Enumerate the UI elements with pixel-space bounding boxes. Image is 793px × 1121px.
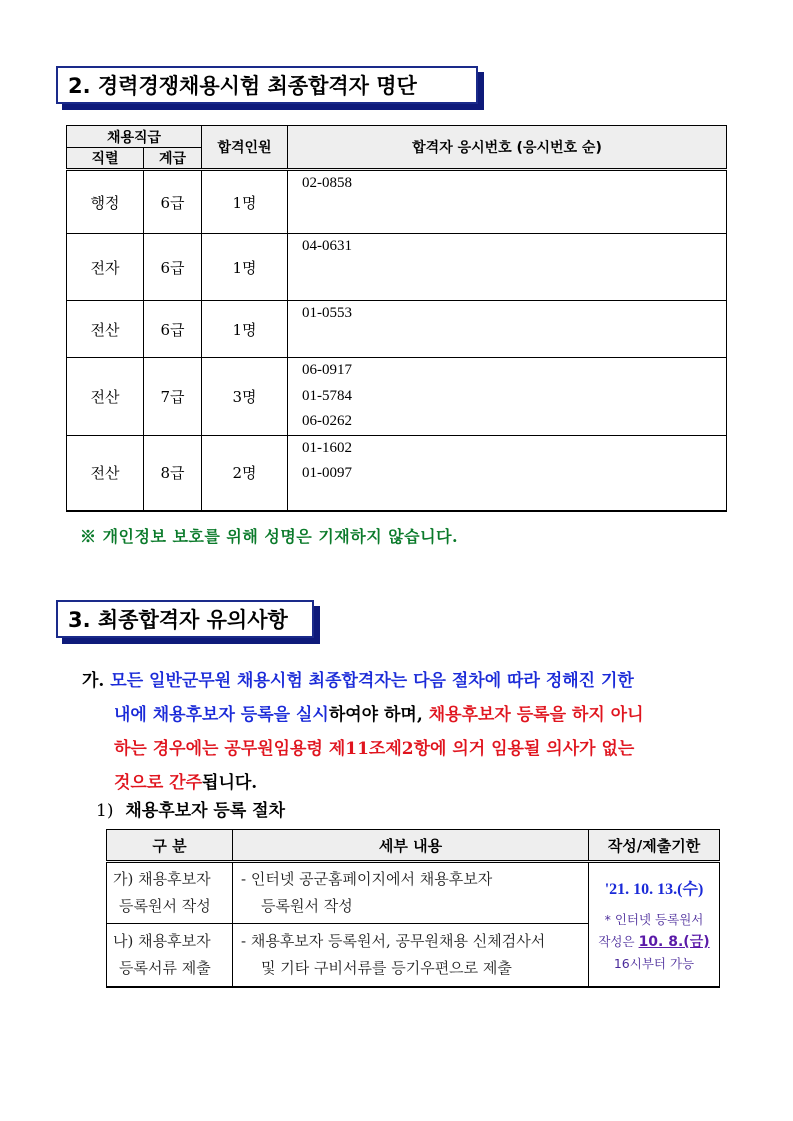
row-numbers: [288, 435, 727, 511]
section-3-title-text: 3. 최종합격자 유의사항: [68, 608, 288, 632]
table-row: [67, 234, 727, 301]
category-line: 나) 채용후보자: [113, 931, 211, 950]
row-count: 1명: [202, 170, 288, 234]
applicant-number: 01-0553: [302, 305, 352, 321]
paragraph-text-red-1: 채용후보자 등록을 하지 아니: [428, 705, 644, 725]
registration-procedure-table: [106, 829, 720, 988]
row-numbers: [288, 301, 727, 358]
header-series: 직렬: [67, 148, 144, 170]
row-count: 3명: [202, 358, 288, 436]
deadline-note-3: 16시부터 가능: [613, 955, 695, 971]
table-row: [67, 170, 727, 234]
header-category: 구 분: [107, 830, 233, 862]
row-series: 전산: [67, 435, 144, 511]
deadline-note-date: 10. 8.(금): [638, 933, 710, 950]
paragraph-text-red-3: 것으로 간주: [114, 773, 203, 793]
row-numbers: [288, 234, 727, 301]
row-numbers: [288, 358, 727, 436]
category-line: 등록원서 작성: [119, 897, 211, 915]
subheading-text: 채용후보자 등록 절차: [125, 801, 286, 821]
row-category: [107, 924, 233, 987]
row-count: 1명: [202, 301, 288, 358]
section-2-title: [56, 66, 478, 104]
row-series: 전산: [67, 301, 144, 358]
table-row: [67, 435, 727, 511]
paragraph-text-black-1: 하여야 하며,: [328, 705, 429, 725]
header-grade: 계급: [144, 148, 202, 170]
privacy-note: ※ 개인정보 보호를 위해 성명은 기재하지 않습니다.: [80, 527, 459, 546]
row-grade: 8급: [144, 435, 202, 511]
subheading-number: 1): [96, 801, 114, 821]
row-detail: [233, 862, 589, 924]
paragraph-text-blue-2: 내에 채용후보자 등록을 실시: [114, 705, 329, 725]
row-grade: 6급: [144, 301, 202, 358]
notice-paragraph: [82, 664, 742, 800]
detail-line: - 채용후보자 등록원서, 공무원채용 신체검사서: [241, 931, 546, 950]
applicant-number: 06-0917: [302, 362, 352, 378]
applicant-number: 06-0262: [302, 413, 352, 429]
deadline-note-2: [589, 931, 719, 953]
detail-line: 및 기타 구비서류를 등기우편으로 제출: [261, 958, 512, 977]
detail-line: - 인터넷 공군홈페이지에서 채용후보자: [241, 870, 493, 888]
deadline-cell: [589, 862, 720, 987]
finalist-table: [66, 125, 727, 512]
row-detail: [233, 924, 589, 987]
header-details: 세부 내용: [233, 830, 589, 862]
row-count: 1명: [202, 234, 288, 301]
section-2-title-text: 2. 경력경쟁채용시험 최종합격자 명단: [68, 74, 417, 98]
row-series: 전자: [67, 234, 144, 301]
header-deadline: 작성/제출기한: [589, 830, 720, 862]
deadline-note-prefix: 작성은: [598, 933, 639, 949]
detail-line: 등록원서 작성: [261, 897, 353, 915]
paragraph-text-blue-1: 모든 일반군무원 채용시험 최종합격자는 다음 절차에 따라 정해진 기한: [110, 671, 634, 691]
subheading-registration-procedure: [96, 796, 285, 821]
row-category: [107, 862, 233, 924]
paragraph-text-red-2: 하는 경우에는 공무원임용령 제11조제2항에 의거 임용될 의사가 없는: [114, 739, 635, 759]
header-numbers: 합격자 응시번호 (응시번호 순): [288, 126, 727, 170]
applicant-number: 02-0858: [302, 175, 352, 191]
category-line: 가) 채용후보자: [113, 870, 211, 888]
paragraph-marker: 가.: [82, 671, 105, 691]
row-count: 2명: [202, 435, 288, 511]
deadline-date: '21. 10. 13.(수): [604, 880, 704, 898]
applicant-number: 01-5784: [302, 387, 352, 404]
applicant-number: 04-0631: [302, 238, 352, 254]
header-count: 합격인원: [202, 126, 288, 170]
row-grade: 6급: [144, 234, 202, 301]
category-line: 등록서류 제출: [119, 958, 211, 977]
row-grade: 7급: [144, 358, 202, 436]
table-row: [67, 301, 727, 358]
deadline-note-1: * 인터넷 등록원서: [604, 911, 704, 927]
applicant-number: 01-1602: [302, 439, 352, 456]
row-series: 전산: [67, 358, 144, 436]
header-recruit-grade: 채용직급: [67, 126, 202, 148]
row-series: 행정: [67, 170, 144, 234]
section-3-title: [56, 600, 314, 638]
row-grade: 6급: [144, 170, 202, 234]
table-row: [107, 862, 720, 924]
applicant-number: 01-0097: [302, 465, 352, 481]
paragraph-text-black-2: 됩니다.: [202, 773, 258, 793]
table-row: [67, 358, 727, 436]
row-numbers: [288, 170, 727, 234]
